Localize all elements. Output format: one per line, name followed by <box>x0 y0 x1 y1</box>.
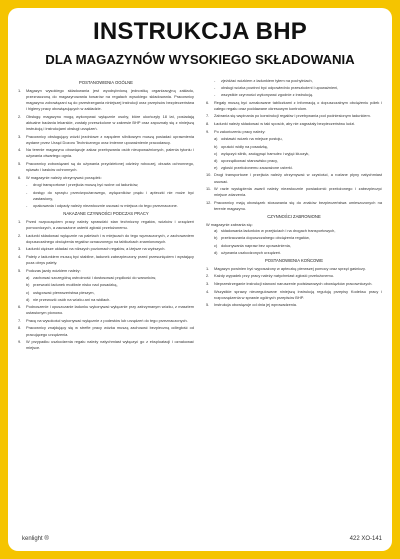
item-number: a) <box>214 136 218 142</box>
item-text: Każdy wypadek przy pracy należy natychmiast zgłosić przełożonemu. <box>214 273 335 279</box>
list-item <box>206 289 382 301</box>
item-number: d) <box>214 158 218 164</box>
item-text: Wszystkie sprawy nieuregulowane niniejszą instrukcją regulują przepisy Kodeksu pracy i rozporządzenia w sprawie ogólnych przepisów BHP. <box>214 288 382 300</box>
item-number: b) <box>214 235 218 241</box>
item-number: 2. <box>18 113 22 119</box>
list-item <box>18 318 194 324</box>
product-code: 422 XO-141 <box>349 536 382 542</box>
sub-item <box>214 250 382 256</box>
item-number: 4. <box>18 253 22 259</box>
list-item <box>206 186 382 198</box>
sub-item <box>26 190 194 202</box>
item-number: 8. <box>206 121 210 127</box>
section-heading: POSTANOWIENIA KOŃCOWE <box>264 257 324 263</box>
item-text: Ładunki cięższe układać na niższych poziomach regałów, a lżejsze na wyższych. <box>26 246 166 252</box>
item-text: Obsługę magazynu mogą wykonywać wyłącznie osoby, które ukończyły 18 lat, posiadają aktualne badania lekarskie, zostały przeszkolone w zakresie BHP oraz zapoznały się z niniejszą instrukcją i instrukcjami obsługi urządzeń. <box>26 113 194 131</box>
item-number: 5. <box>206 302 210 308</box>
list-item <box>206 273 382 279</box>
item-number: 3. <box>18 133 22 139</box>
item-number: 8. <box>18 325 22 331</box>
item-text: Ładunki składować wyłącznie na paletach i w miejscach do tego wyznaczonych, z zachowaniem dopuszczalnego obciążenia regałów oznaczonego na tabliczkach znamionowych. <box>26 232 194 244</box>
sign-panel <box>8 8 392 551</box>
page-subtitle: DLA MAGAZYNÓW WYSOKIEGO SKŁADOWANIA <box>45 52 355 67</box>
item-text: zgłosić przełożonemu zauważone usterki. <box>221 165 293 171</box>
sub-item <box>214 85 382 91</box>
item-number: 11. <box>206 186 212 192</box>
sub-item <box>214 235 382 241</box>
item-number: 9. <box>206 128 210 134</box>
item-number: 7. <box>206 113 210 119</box>
item-text: Podczas jazdy wózkiem należy: <box>26 267 81 273</box>
item-text: Po zakończeniu pracy należy: <box>214 128 266 134</box>
sub-item <box>214 136 382 142</box>
section-heading: NAKAZANE CZYNNOŚCI PODCZAS PRACY <box>63 210 149 216</box>
list-item <box>206 113 382 119</box>
right-subs2 <box>206 228 382 256</box>
item-text: W razie wystąpienia awarii należy niezwłocznie powiadomić przełożonego i zabezpieczyć miejsce zdarzenia. <box>214 186 382 198</box>
list-item <box>18 175 194 181</box>
item-text: Przed rozpoczęciem pracy należy sprawdzić stan techniczny regałów, wózków i urządzeń pomocniczych, a zauważone usterki zgłosić przełożonemu. <box>26 218 194 230</box>
item-text: W magazynie należy utrzymywać porządek: <box>26 174 102 180</box>
item-number: a) <box>214 228 218 234</box>
item-number: - <box>214 92 216 98</box>
item-text: Nieprzestrzeganie instrukcji stanowi naruszenie podstawowych obowiązków pracowniczych. <box>214 281 373 287</box>
item-text: Pracę na wysokości wykonywać wyłącznie z podestów lub urządzeń do tego przeznaczonych. <box>26 317 188 323</box>
sub-item <box>214 243 382 249</box>
item-text: Podnoszenie i opuszczanie ładunku wykonywać wyłącznie przy zatrzymanym wózku, z masztem ustawionym pionowo. <box>26 304 194 316</box>
item-number: 6. <box>18 304 22 310</box>
item-number: 1. <box>206 265 210 271</box>
item-text: Magazyn powinien być wyposażony w apteczkę pierwszej pomocy oraz sprzęt gaśniczy. <box>214 265 366 271</box>
list-item <box>18 134 194 146</box>
item-number: 2. <box>18 232 22 238</box>
item-number: e) <box>214 165 218 171</box>
item-text: Palety z ładunkiem muszą być stabilne, ładunek zabezpieczony przed przesunięciem i wystający poza obrys palety. <box>26 253 194 265</box>
item-text: przekraczania dopuszczalnego obciążenia regałów, <box>221 235 310 241</box>
list-item <box>18 304 194 316</box>
item-text: dostęp do sprzętu przeciwpożarowego, wyłączników prądu i apteczki nie może być zastawiony, <box>33 189 194 201</box>
item-text: używania uszkodzonych urządzeń. <box>221 249 282 255</box>
left-subs2 <box>18 275 194 303</box>
list-item <box>18 254 194 266</box>
item-text: składowania ładunków w przejściach i na drogach transportowych, <box>221 228 336 234</box>
left-items2 <box>18 219 194 274</box>
sub-item <box>26 297 194 303</box>
sub-item <box>214 144 382 150</box>
list-item <box>206 100 382 112</box>
sub-item <box>26 182 194 188</box>
item-text: drogi transportowe i przejścia muszą być wolne od ładunków, <box>33 182 139 188</box>
item-text: Na terenie magazynu obowiązuje zakaz przebywania osób nieupoważnionych, palenia tytoniu i używania otwartego ognia. <box>26 147 194 159</box>
item-number: 7. <box>18 317 22 323</box>
page-title: INSTRUKCJA BHP <box>93 18 307 45</box>
right-items3 <box>206 266 382 309</box>
right-items2 <box>206 172 382 211</box>
list-item <box>18 325 194 337</box>
list-item <box>18 233 194 245</box>
item-text: wszystkie czynności wykonywać zgodnie z instrukcją. <box>221 92 314 98</box>
item-number: 4. <box>206 288 210 294</box>
item-text: obsługi wózka powinni być odpowiednio przeszkoleni i upoważnieni, <box>221 85 339 91</box>
list-item <box>18 147 194 159</box>
item-text: wyłączyć silnik, zaciągnąć hamulec i wyjąć kluczyk, <box>221 150 310 156</box>
list-item <box>206 302 382 308</box>
list-item <box>18 219 194 231</box>
left-column <box>18 78 194 353</box>
list-item <box>18 114 194 132</box>
item-number: 1. <box>18 88 22 94</box>
sub-item <box>26 203 194 209</box>
section-intro: W magazynie zabrania się: <box>206 222 253 227</box>
list-item <box>206 172 382 184</box>
right-column <box>206 78 382 310</box>
right-subs1 <box>206 136 382 171</box>
item-number: c) <box>214 150 218 156</box>
list-item <box>18 268 194 274</box>
item-number: a) <box>26 275 30 281</box>
item-text: opakowania i odpady należy niezwłocznie usuwać w miejsca do tego przeznaczone. <box>33 202 178 208</box>
item-text: odstawić wózek na miejsce postoju, <box>221 136 283 142</box>
item-number: 10. <box>206 172 212 178</box>
item-text: Pracownicy zobowiązani są do używania przydzielonej odzieży roboczej, obuwia ochronnego, rękawic i kasków ochronnych. <box>26 160 194 172</box>
sub-item <box>26 275 194 281</box>
item-number: 5. <box>18 267 22 273</box>
list-item <box>206 200 382 212</box>
brand-logo: kenlight ® <box>22 536 49 542</box>
left-items1 <box>18 88 194 181</box>
item-text: Zabrania się wspinania po konstrukcji regałów i przebywania pod podniesionym ładunkiem. <box>214 113 371 119</box>
item-number: 5. <box>18 160 22 166</box>
list-item <box>18 339 194 351</box>
item-text: opuścić widły na posadzkę, <box>221 143 269 149</box>
list-item <box>206 121 382 127</box>
item-number: d) <box>214 249 218 255</box>
item-text: Magazyn wysokiego składowania jest wyodrębnioną jednostką organizacyjną zakładu, przeznaczoną do magazynowania towarów na regałach wysokiego składowania. Pracownicy magazynu zobowiązani są do przestrzegania niniejszej instrukcji oraz przepisów bezpieczeństwa i higieny pracy obowiązujących w zakładzie. <box>26 88 194 112</box>
item-number: 12. <box>206 199 212 205</box>
left-subs1 <box>18 182 194 209</box>
sub-item <box>214 165 382 171</box>
item-number: - <box>26 189 28 195</box>
item-number: c) <box>26 289 30 295</box>
section-heading: CZYNNOŚCI ZABRONIONE <box>267 213 321 219</box>
sub-item <box>214 151 382 157</box>
sub-item <box>214 78 382 84</box>
list-item <box>18 246 194 252</box>
item-number: 6. <box>206 99 210 105</box>
item-text: Regały muszą być oznakowane tabliczkami z informacją o dopuszczalnym obciążeniu półek i całego regału oraz poddawane okresowym kontrolom. <box>214 99 382 111</box>
item-number: 3. <box>206 281 210 287</box>
item-text: Pracownicy znajdujący się w strefie pracy wózka muszą zachować bezpieczną odległość od pracującego urządzenia. <box>26 325 194 337</box>
sub-item <box>26 282 194 288</box>
list-item <box>206 266 382 272</box>
item-number: - <box>26 182 28 188</box>
item-text: W przypadku uszkodzenia regału należy natychmiast wyłączyć go z eksploatacji i oznakować miejsce. <box>26 339 194 351</box>
item-number: 6. <box>18 174 22 180</box>
left-items3 <box>18 304 194 351</box>
item-text: dokonywania napraw bez upoważnienia, <box>221 242 291 248</box>
item-number: d) <box>26 296 30 302</box>
sub-item <box>26 290 194 296</box>
section-heading: POSTANOWIENIA OGÓLNE <box>79 80 133 85</box>
item-number: 1. <box>18 218 22 224</box>
list-item <box>18 161 194 173</box>
item-text: przewozić ładunek możliwie nisko nad posadzką, <box>33 282 118 288</box>
item-text: nie przewozić osób na wózku ani na widłach. <box>33 296 111 302</box>
sub-item <box>214 92 382 98</box>
item-text: Drogi transportowe i przejścia należy utrzymywać w czystości, a rozlane płyny natychmiast usuwać. <box>214 172 382 184</box>
item-number: 3. <box>18 246 22 252</box>
item-number: 4. <box>18 147 22 153</box>
item-text: Pracownicy mają obowiązek stosowania się do znaków bezpieczeństwa umieszczonych na terenie magazynu. <box>214 199 382 211</box>
item-text: zjeżdżać wózkiem z ładunkiem tyłem na pochylniach, <box>221 78 313 83</box>
list-item <box>18 88 194 112</box>
item-number: c) <box>214 242 218 248</box>
right-items1 <box>206 100 382 135</box>
item-number: b) <box>26 282 30 288</box>
item-number: 9. <box>18 339 22 345</box>
list-item <box>206 281 382 287</box>
right-subs-top <box>206 78 382 99</box>
item-text: Ładunki należy składować w taki sposób, aby nie zagrażały bezpieczeństwu ludzi. <box>214 121 356 127</box>
item-number: - <box>214 78 216 83</box>
item-number: b) <box>214 143 218 149</box>
item-number: - <box>214 85 216 91</box>
list-item <box>206 129 382 135</box>
item-text: ustępować pierwszeństwa pieszym, <box>33 289 95 295</box>
item-text: Pracownicy obsługujący wózki jezdniowe z napędem silnikowym muszą posiadać uprawnienia wydane przez Urząd Dozoru Technicznego oraz imienne upoważnienie pracodawcy. <box>26 133 194 145</box>
sub-item <box>214 228 382 234</box>
item-text: zachować szczególną ostrożność i dostosować prędkość do warunków, <box>33 275 157 281</box>
item-text: Instrukcja obowiązuje od dnia jej wprowadzenia. <box>214 302 298 308</box>
item-number: 2. <box>206 273 210 279</box>
item-number: - <box>26 202 28 208</box>
sub-item <box>214 158 382 164</box>
item-text: uporządkować stanowisko pracy, <box>221 158 278 164</box>
